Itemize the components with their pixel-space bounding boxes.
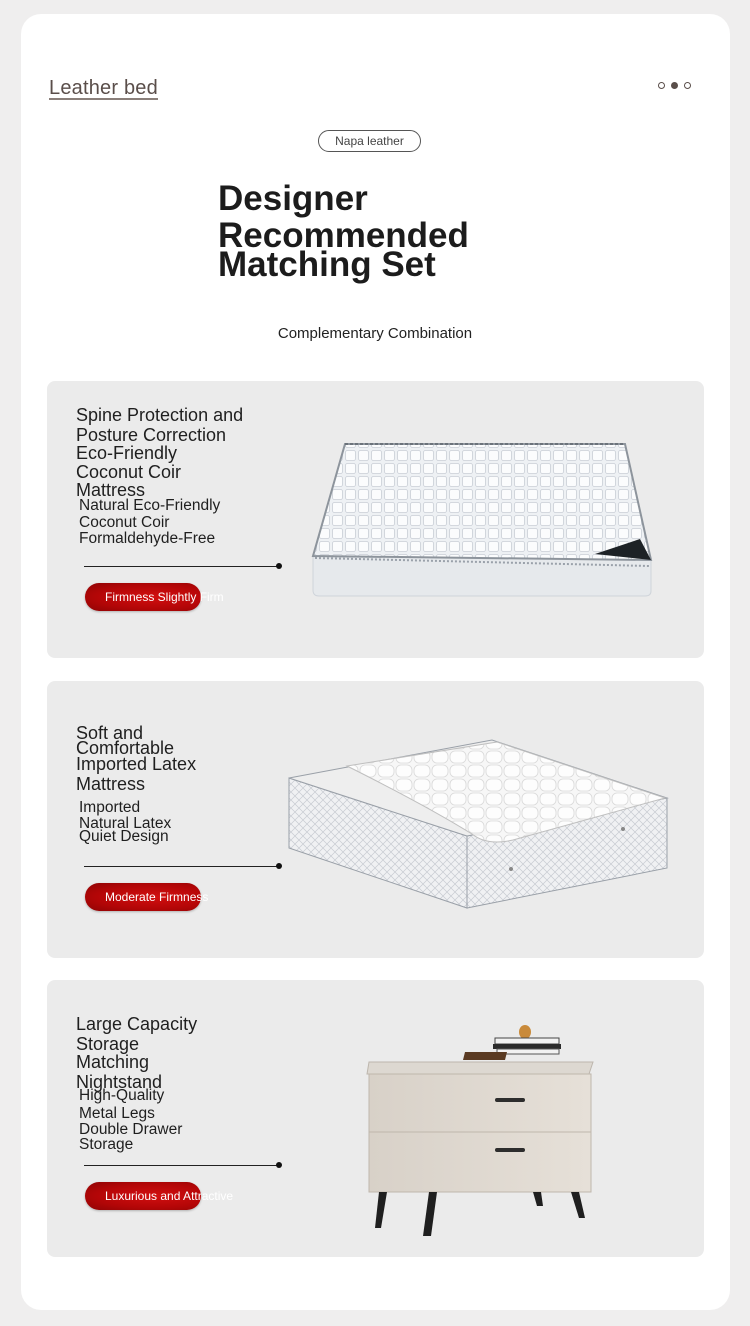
product-title [76,1015,197,1091]
more-dots-icon[interactable] [658,82,691,89]
page-headline [218,179,558,284]
title-line: Storage [76,1034,140,1054]
firmness-badge: Firmness Slightly Firm [85,583,201,611]
headline-line: Matching Set [218,245,436,284]
feature-item: High-Quality [79,1087,165,1104]
feature-item: Natural Eco-Friendly [79,497,221,514]
title-line: Imported Latex [76,754,197,774]
title-line: Spine Protection and [76,405,244,425]
title-line: Soft and [76,723,144,743]
title-line: Mattress [76,774,146,794]
title-line: Nightstand [76,1072,163,1092]
feature-item: Formaldehyde-Free [79,530,216,547]
coconut-mattress-image [305,436,657,606]
product-panel-latex-mattress[interactable] [47,681,704,958]
subheading: Complementary Combination [277,325,473,342]
product-title [76,724,196,793]
style-badge: Luxurious and Attractive [85,1182,201,1210]
product-features [79,498,220,547]
title-line: Posture Correction [76,425,227,445]
divider-dot [276,1162,282,1168]
title-line: Coconut Coir [76,462,182,482]
title-line: Eco-Friendly [76,443,178,463]
material-tag: Napa leather [318,130,421,152]
title-line: Comfortable [76,738,175,758]
product-features [79,1088,182,1153]
title-line: Matching [76,1052,150,1072]
headline-line: Recommended [218,216,469,255]
nightstand-image [365,1002,601,1238]
feature-item: Quiet Design [79,828,169,845]
feature-item: Imported [79,799,141,816]
brand-title: Leather bed [49,77,158,99]
divider-dot [276,863,282,869]
title-line: Large Capacity [76,1014,198,1034]
product-title [76,406,243,499]
latex-mattress-image [287,736,677,916]
title-line: Mattress [76,480,146,500]
feature-item: Coconut Coir [79,514,170,531]
feature-item: Storage [79,1136,134,1153]
firmness-badge: Moderate Firmness [85,883,201,911]
divider-line [84,866,278,867]
feature-item: Natural Latex [79,815,172,832]
divider-line [84,566,278,567]
divider-dot [276,563,282,569]
product-features [79,800,171,845]
headline-line: Designer [218,179,368,218]
divider-line [84,1165,278,1166]
feature-item: Metal Legs [79,1105,155,1122]
feature-item: Double Drawer [79,1121,183,1138]
product-panel-nightstand[interactable] [47,980,704,1257]
product-panel-coconut-mattress[interactable] [47,381,704,658]
